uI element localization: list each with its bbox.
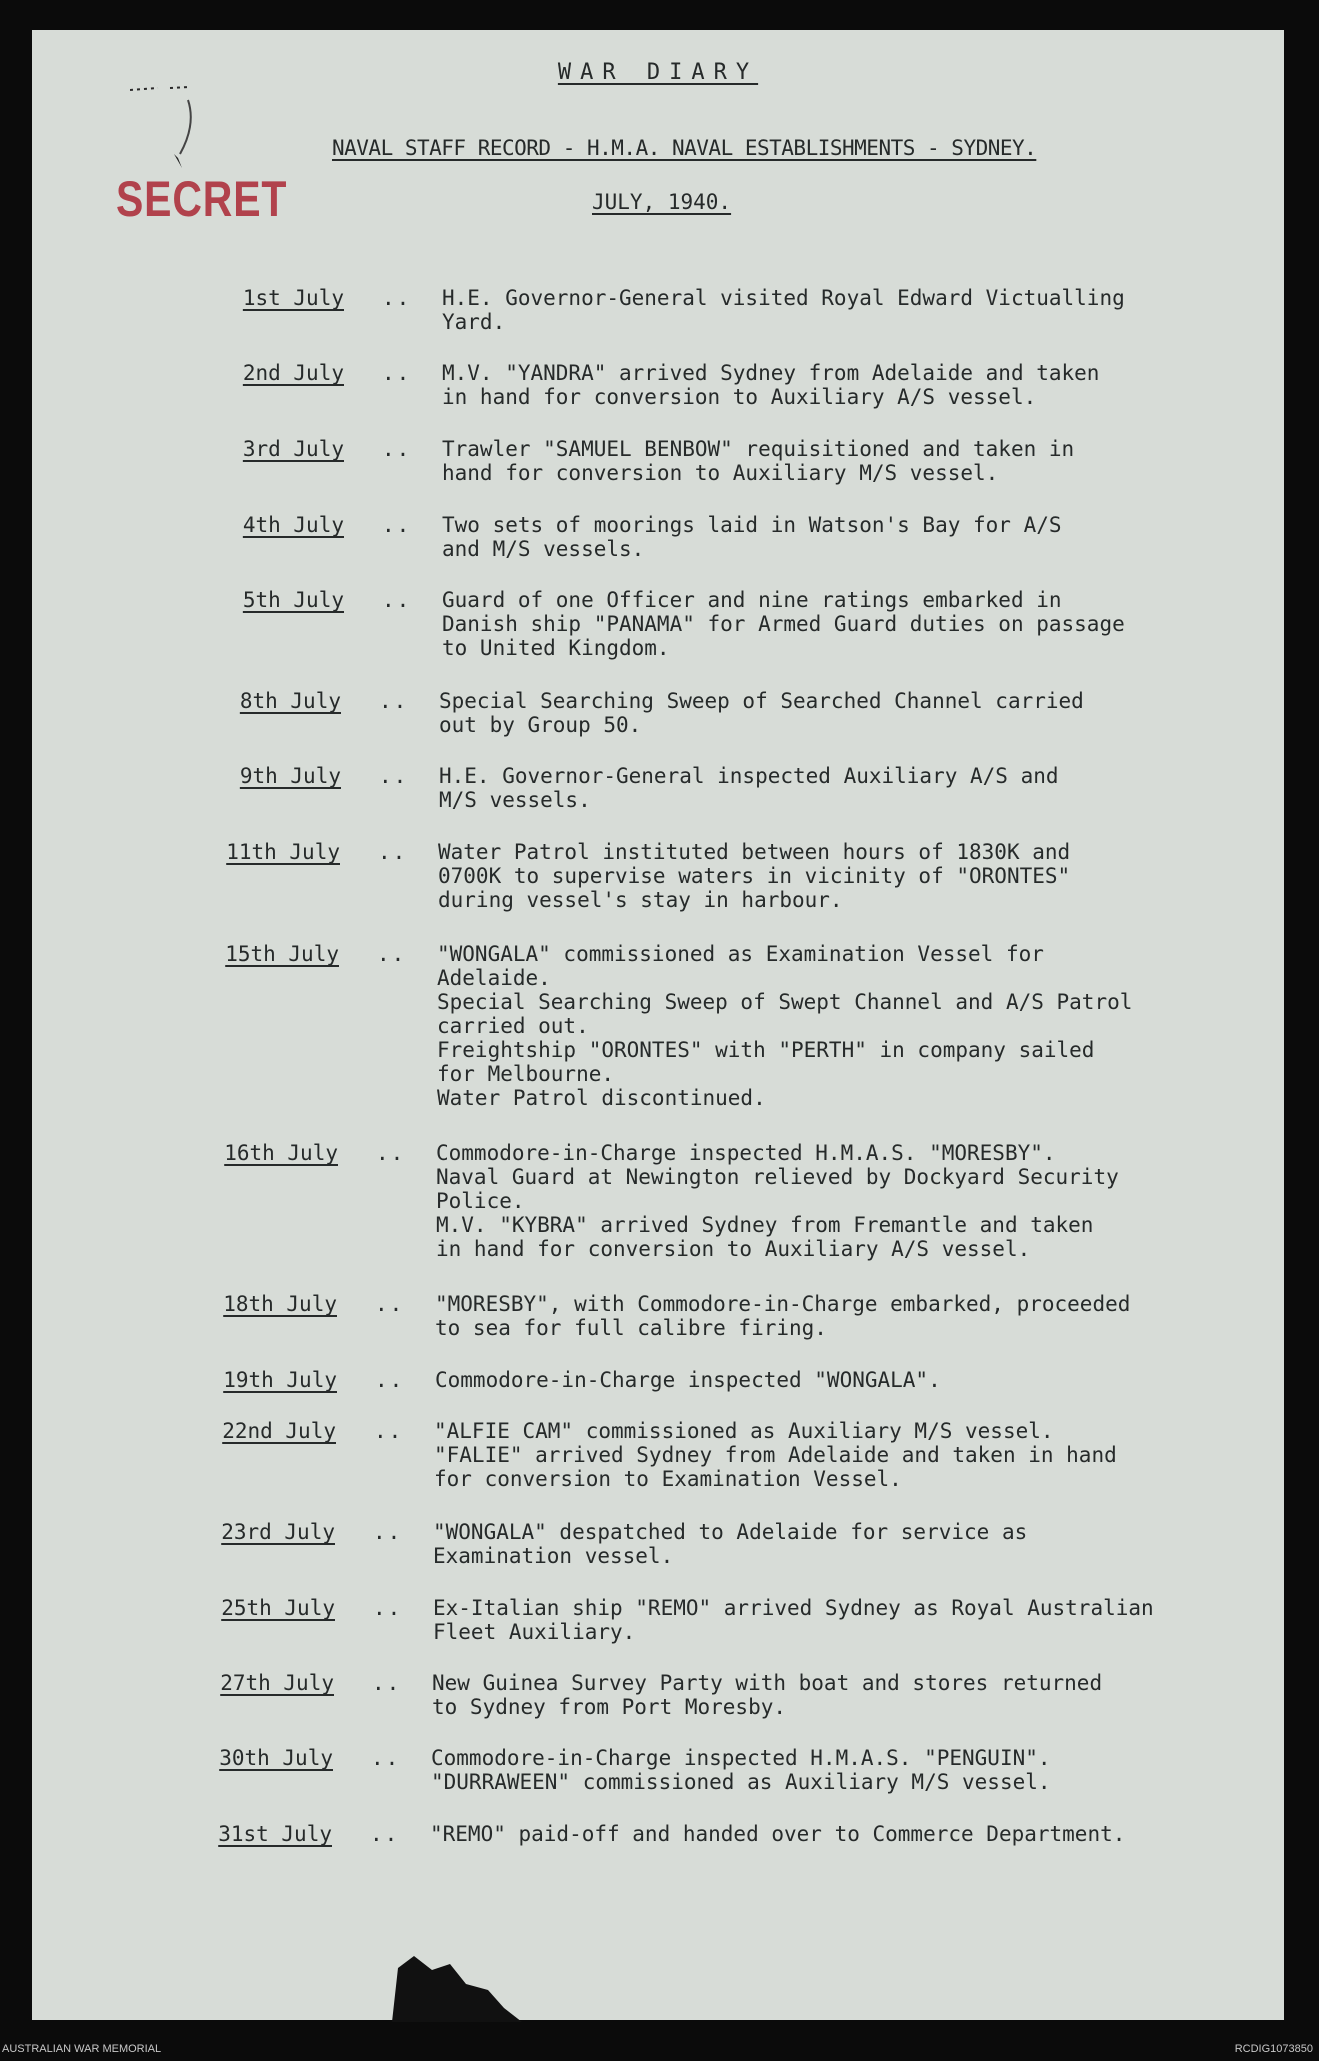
entry-text xyxy=(433,1596,1293,1644)
entry-date: 22nd July xyxy=(222,1419,336,1443)
entry-line: "ALFIE CAM" commissioned as Auxiliary M/S vessel. xyxy=(434,1419,1054,1443)
entry-text xyxy=(439,764,1299,812)
entry-separator: .. xyxy=(375,1368,405,1392)
entry-line: M.V. "KYBRA" arrived Sydney from Fremantle and taken xyxy=(436,1213,1094,1237)
entry-line: Yard. xyxy=(442,310,506,334)
entry-separator: .. xyxy=(378,840,408,864)
entry-text xyxy=(442,513,1302,561)
entry-line: M/S vessels. xyxy=(439,788,591,812)
entry-date: 3rd July xyxy=(242,437,344,461)
entry-line: to sea for full calibre firing. xyxy=(435,1316,827,1340)
entry-line: Trawler "SAMUEL BENBOW" requisitioned and taken in xyxy=(442,437,1075,461)
entry-separator: .. xyxy=(370,1822,400,1846)
entry-line: to Sydney from Port Moresby. xyxy=(432,1695,787,1719)
entry-line: M.V. "YANDRA" arrived Sydney from Adelaide and taken xyxy=(442,361,1100,385)
entry-line: Naval Guard at Newington relieved by Dockyard Security xyxy=(436,1165,1119,1189)
entry-line: for conversion to Examination Vessel. xyxy=(434,1467,902,1491)
document-page xyxy=(32,30,1284,2020)
entry-line: during vessel's stay in harbour. xyxy=(438,888,843,912)
entry-line: 0700K to supervise waters in vicinity of "ORONTES" xyxy=(438,864,1071,888)
entry-line: for Melbourne. xyxy=(437,1062,615,1086)
entry-date: 11th July xyxy=(226,840,340,864)
entry-line: "WONGALA" despatched to Adelaide for service as xyxy=(433,1520,1028,1544)
entry-text xyxy=(435,1368,1295,1392)
torn-edge-mark xyxy=(392,1950,522,2022)
entry-separator: .. xyxy=(382,588,412,612)
entry-line: Ex-Italian ship "REMO" arrived Sydney as Royal Australian xyxy=(433,1596,1154,1620)
secret-stamp: SECRET xyxy=(116,171,288,227)
entry-line: "WONGALA" commissioned as Examination Vessel for xyxy=(437,942,1044,966)
footer-record-id: RCDIG1073850 xyxy=(1234,2043,1313,2055)
entry-separator: .. xyxy=(375,1292,405,1316)
entry-line: Guard of one Officer and nine ratings embarked in xyxy=(442,588,1062,612)
entry-text xyxy=(442,361,1302,409)
entry-text xyxy=(436,1141,1296,1261)
entry-text xyxy=(442,588,1302,660)
entry-line: Commodore-in-Charge inspected H.M.A.S. "MORESBY". xyxy=(436,1141,1056,1165)
entry-line: carried out. xyxy=(437,1014,589,1038)
entry-separator: .. xyxy=(377,942,407,966)
entry-line: to United Kingdom. xyxy=(442,636,670,660)
entry-date: 25th July xyxy=(221,1596,335,1620)
entry-line: Commodore-in-Charge inspected H.M.A.S. "PENGUIN". xyxy=(431,1746,1051,1770)
entry-text xyxy=(439,689,1299,737)
entry-text xyxy=(437,942,1297,1110)
entry-line: Danish ship "PANAMA" for Armed Guard duties on passage xyxy=(442,612,1125,636)
entry-date: 8th July xyxy=(239,689,341,713)
entry-date: 4th July xyxy=(242,513,344,537)
entry-date: 9th July xyxy=(239,764,341,788)
entry-date: 19th July xyxy=(223,1368,337,1392)
entry-date: 5th July xyxy=(242,588,344,612)
entry-date: 16th July xyxy=(224,1141,338,1165)
entry-line: "DURRAWEEN" commissioned as Auxiliary M/S vessel. xyxy=(431,1770,1051,1794)
entry-line: Water Patrol discontinued. xyxy=(437,1086,766,1110)
entry-line: Freightship "ORONTES" with "PERTH" in company sailed xyxy=(437,1038,1095,1062)
entry-separator: .. xyxy=(379,764,409,788)
entry-separator: .. xyxy=(379,689,409,713)
entry-line: H.E. Governor-General inspected Auxiliary A/S and xyxy=(439,764,1059,788)
diary-month: JULY, 1940. xyxy=(592,190,732,214)
entry-text xyxy=(442,286,1302,334)
entry-line: Water Patrol instituted between hours of 1830K and xyxy=(438,840,1071,864)
entry-line: hand for conversion to Auxiliary M/S vessel. xyxy=(442,461,999,485)
entry-line: New Guinea Survey Party with boat and stores returned xyxy=(432,1671,1103,1695)
entry-separator: .. xyxy=(382,361,412,385)
entry-line: Police. xyxy=(436,1189,525,1213)
entry-line: Special Searching Sweep of Swept Channel and A/S Patrol xyxy=(437,990,1133,1014)
entry-date: 23rd July xyxy=(221,1520,335,1544)
footer-archive-name: AUSTRALIAN WAR MEMORIAL xyxy=(2,2043,162,2055)
entry-line: and M/S vessels. xyxy=(442,537,645,561)
entry-separator: .. xyxy=(373,1596,403,1620)
entry-line: Two sets of moorings laid in Watson's Bay for A/S xyxy=(442,513,1062,537)
entry-separator: .. xyxy=(373,1520,403,1544)
entry-text xyxy=(438,840,1298,912)
entry-date: 31st July xyxy=(218,1822,332,1846)
entry-date: 2nd July xyxy=(242,361,344,385)
entry-line: Special Searching Sweep of Searched Channel carried xyxy=(439,689,1084,713)
entry-line: H.E. Governor-General visited Royal Edward Victualling xyxy=(442,286,1125,310)
page-subtitle: NAVAL STAFF RECORD - H.M.A. NAVAL ESTABLISHMENTS - SYDNEY. xyxy=(332,136,1037,160)
entry-line: Adelaide. xyxy=(437,966,551,990)
entry-separator: .. xyxy=(382,286,412,310)
entry-separator: .. xyxy=(374,1419,404,1443)
entry-date: 30th July xyxy=(219,1746,333,1770)
entry-text xyxy=(442,437,1302,485)
entry-line: Commodore-in-Charge inspected "WONGALA". xyxy=(435,1368,941,1392)
entry-text xyxy=(430,1822,1290,1846)
entry-date: 27th July xyxy=(220,1671,334,1695)
entry-line: out by Group 50. xyxy=(439,713,642,737)
entry-line: in hand for conversion to Auxiliary A/S vessel. xyxy=(442,385,1037,409)
entry-line: Fleet Auxiliary. xyxy=(433,1620,636,1644)
entry-text xyxy=(431,1746,1291,1794)
entry-line: in hand for conversion to Auxiliary A/S vessel. xyxy=(436,1237,1031,1261)
entry-text xyxy=(435,1292,1295,1340)
entry-line: "FALIE" arrived Sydney from Adelaide and taken in hand xyxy=(434,1443,1117,1467)
page-title: WAR DIARY xyxy=(557,60,759,85)
entry-line: "REMO" paid-off and handed over to Commerce Department. xyxy=(430,1822,1126,1846)
entry-text xyxy=(432,1671,1292,1719)
entry-date: 15th July xyxy=(225,942,339,966)
entry-separator: .. xyxy=(371,1746,401,1770)
entry-date: 1st July xyxy=(242,286,344,310)
entry-separator: .. xyxy=(372,1671,402,1695)
entry-date: 18th July xyxy=(223,1292,337,1316)
entry-text xyxy=(434,1419,1294,1491)
entry-separator: .. xyxy=(382,513,412,537)
entry-separator: .. xyxy=(382,437,412,461)
entry-text xyxy=(433,1520,1293,1568)
entry-separator: .. xyxy=(376,1141,406,1165)
entry-line: "MORESBY", with Commodore-in-Charge embarked, proceeded xyxy=(435,1292,1131,1316)
entry-line: Examination vessel. xyxy=(433,1544,674,1568)
